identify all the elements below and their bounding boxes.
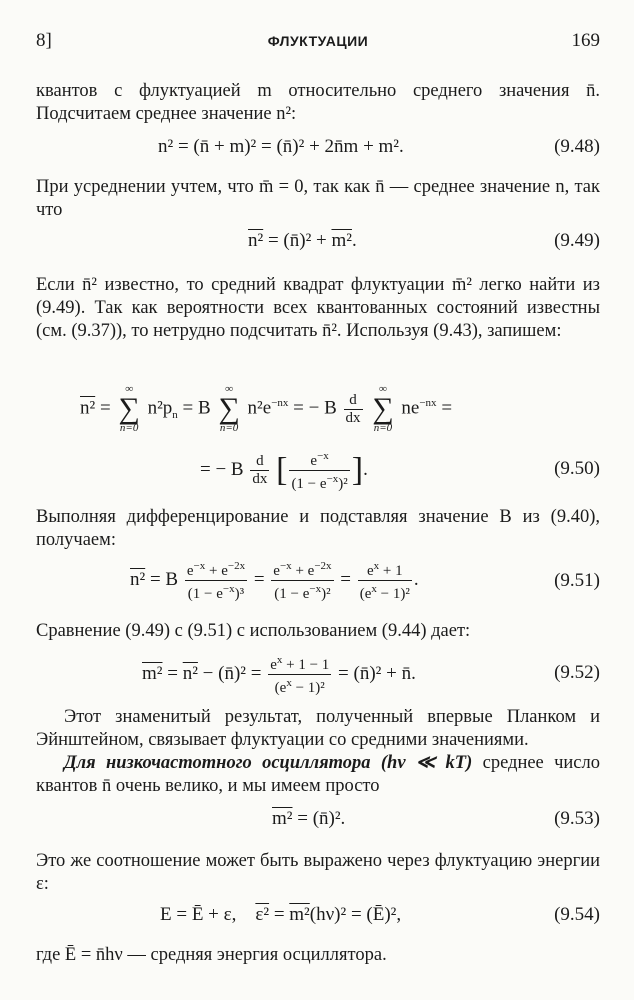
equation-9-53: m² = (n̄)². (9.53): [272, 808, 600, 829]
equation-number: (9.48): [554, 136, 600, 157]
equation-9-48: n² = (n̄ + m)² = (n̄)² + 2n̄m + m². (9.48): [158, 136, 600, 157]
equation-number: (9.51): [554, 570, 600, 591]
paragraph-1: квантов с флуктуацией m относительно среднего значения n̄. Подсчитаем среднее значение n²:: [36, 81, 600, 124]
equation-9-51: n² = B $\frac{e^{-x} + e^{-2x}}{(1 - e^{-x})^3}$ = $\frac{e^{-x} + e^{-2x}}{(1 - e^{-x})^2}$ = $\frac{e^x + 1}{(e^x - 1)^2}$ . (9.51): [130, 560, 600, 602]
running-title: ФЛУКТУАЦИИ: [267, 33, 369, 49]
page-header: [36, 30, 600, 58]
equation-9-54: E = Ē + ε, ε² = m²(hν)² = (Ē)², (9.54): [160, 904, 600, 925]
paragraph-3: Если n̄² известно, то средний квадрат флуктуации m̄² легко найти из (9.49). Так как вероятности всех квантованных состояний известны (см. (9.37)), то нетрудно подсчитать n̄². Используя (9.43), запишем:: [36, 275, 600, 341]
equation-number: (9.53): [554, 808, 600, 829]
equation-9-52: m² = n² − (n̄)² = $\frac{e^x + 1 - 1}{(e^x - 1)^2}$ = (n̄)² + n̄. (9.52): [142, 654, 600, 696]
paragraph-7-rest: среднее число квантов n̄ очень велико, и мы имеем просто: [36, 753, 600, 796]
chapter-number: 8]: [36, 30, 52, 51]
paragraph-6: Этот знаменитый результат, полученный впервые Планком и Эйнштейном, связывает флуктуации со средними значениями.: [36, 707, 600, 750]
paragraph-7: [36, 752, 600, 798]
equation-9-50-line-1: n² = ∞ ∑ n=0 $n^2p_n = B$ ∞ ∑ n=0 $n^2e^{-nx}$ = − B $\frac{d}{dx}$ ∞ ∑ n=0 $ne^{-nx}$ =: [80, 383, 453, 434]
paragraph-9: где Ē = n̄hν — средняя энергия осциллятора.: [36, 945, 387, 965]
paragraph-5: Сравнение (9.49) с (9.51) с использованием (9.44) дает:: [36, 621, 471, 641]
emphasized-phrase: Для низкочастотного осциллятора (hν ≪ kT): [64, 753, 473, 773]
equation-9-49: n² = (n̄)² + m². (9.49): [248, 230, 600, 251]
paragraph-2: При усреднении учтем, что m̄ = 0, так как n̄ — среднее значение n, так что: [36, 177, 600, 220]
equation-number: (9.52): [554, 662, 600, 683]
equation-9-50-line-2: = − B $\frac{d}{dx}$ [ $\frac{e^{-x}}{(1 - e^{-x})^2}$ ]. (9.50): [200, 450, 600, 492]
page-number: 169: [571, 30, 600, 51]
equation-number: (9.50): [554, 458, 600, 479]
equation-number: (9.49): [554, 230, 600, 251]
equation-number: (9.54): [554, 904, 600, 925]
paragraph-4: Выполняя дифференцирование и подставляя значение B из (9.40), получаем:: [36, 507, 600, 550]
paragraph-8: Это же соотношение может быть выражено через флуктуацию энергии ε:: [36, 851, 600, 894]
